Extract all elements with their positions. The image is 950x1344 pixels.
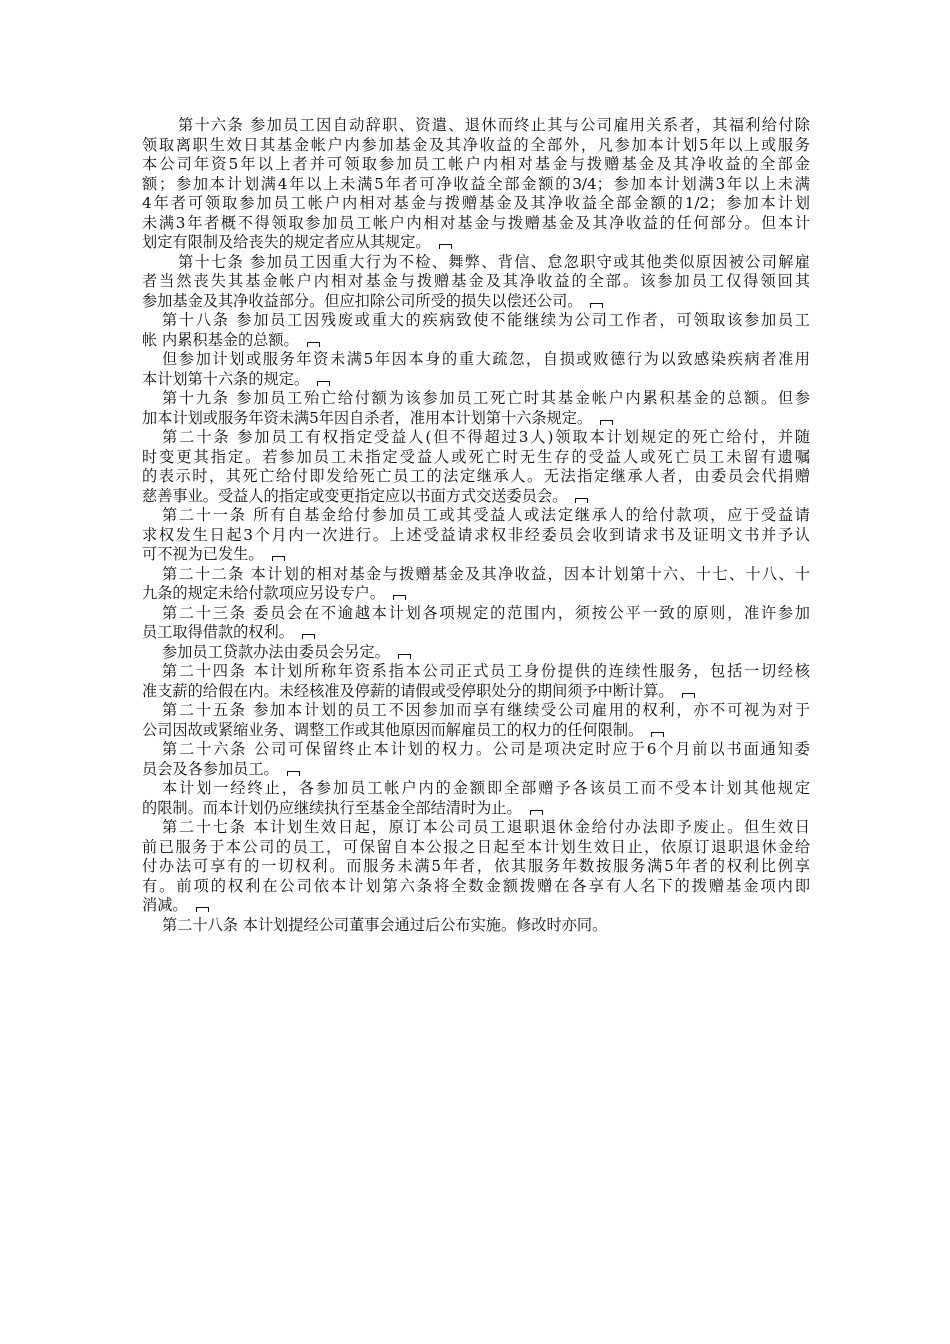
paragraph-line — [142, 487, 810, 507]
paragraph-mark-icon — [530, 810, 543, 815]
line-text: 第二十二条 本计划的相对基金与拨赠基金及其净收益，因本计划第十六、十七、十八、十 — [162, 564, 810, 583]
line-text: 第二十五条 参加本计划的员工不因参加而享有继续受公司雇用的权利，亦不可视为对于 — [162, 701, 810, 719]
paragraph-mark-icon — [307, 342, 320, 347]
paragraph-line — [142, 233, 810, 253]
line-text: 九条的规定未给付款项应另设专户。 — [142, 584, 385, 602]
line-text: 本计划一经终止，各参加员工帐户内的金额即全部赠予各该员工而不受本计划其他规定 — [162, 779, 810, 797]
line-text: 第二十三条 委员会在不逾越本计划各项规定的范围内，须按公平一致的原则，准许参加 — [162, 603, 810, 622]
line-text: 第十七条 参加员工因重大行为不检、舞弊、背信、怠忽职守或其他类似原因被公司解雇 — [178, 252, 810, 271]
paragraph-line — [142, 506, 810, 526]
paragraph-line — [142, 311, 810, 331]
paragraph-line — [142, 136, 810, 156]
paragraph-mark-icon — [600, 420, 613, 425]
line-text: 第二十六条 公司可保留终止本计划的权力。公司是项决定时应于6个月前以书面通知委 — [162, 740, 810, 758]
paragraph-mark-icon — [682, 693, 695, 698]
line-text: 的表示时，其死亡给付即发给死亡员工的法定继承人。无法指定继承人者，由委员会代捐赠 — [142, 467, 810, 485]
line-text: 但参加计划或服务年资未满5年因本身的重大疏忽，自损或败德行为以致感染疾病者准用 — [162, 350, 810, 368]
line-text: 的限制。而本计划仍应继续执行至基金全部结清时为止。 — [142, 798, 522, 817]
paragraph-mark-icon — [393, 595, 406, 600]
paragraph-mark-icon — [439, 244, 452, 249]
line-text: 第二十四条 本计划所称年资系指本公司正式员工身份提供的连续性服务，包括一切经核 — [162, 662, 810, 680]
paragraph-line — [142, 155, 810, 175]
paragraph-line — [142, 896, 810, 916]
paragraph — [142, 565, 810, 604]
paragraph-line — [142, 779, 810, 799]
paragraph-line — [142, 467, 810, 487]
line-text: 前已服务于本公司的员工，可保留自本公报之日起至本计划生效日止，依原订退职退休金给 — [142, 837, 810, 856]
document-body — [142, 116, 810, 935]
line-text: 员工取得借款的权利。 — [142, 623, 294, 641]
paragraph-line — [142, 799, 810, 819]
paragraph-mark-icon — [302, 634, 315, 639]
line-text: 者当然丧失其基金帐户内相对基金与拨赠基金及其净收益的全部。该参加员工仅得领回其 — [142, 272, 810, 290]
paragraph-mark-icon — [287, 771, 300, 776]
paragraph-line — [142, 760, 810, 780]
paragraph — [142, 916, 810, 936]
line-text: 本计划第十六条的规定。 — [142, 369, 310, 388]
paragraph-line — [142, 175, 810, 195]
line-text: 参加员工贷款办法由委员会另定。 — [162, 642, 390, 661]
paragraph — [142, 701, 810, 740]
line-text: 员会及各参加员工。 — [142, 759, 279, 778]
paragraph-line — [142, 877, 810, 897]
line-text: 帐 内累积基金的总额。 — [142, 330, 299, 349]
line-text: 慈善事业。受益人的指定或变更指定应以书面方式交送委员会。 — [142, 486, 568, 505]
paragraph-line — [142, 214, 810, 234]
paragraph — [142, 506, 810, 565]
paragraph-mark-icon — [272, 556, 285, 561]
line-text: 领取离职生效日其基金帐户内参加基金及其净收益的全部外，凡参加本计划5年以上或服务 — [142, 135, 810, 154]
paragraph-line — [142, 331, 810, 351]
line-text: 求权发生日起3个月内一次进行。上述受益请求权非经委员会收到请求书及证明文书并予认 — [142, 525, 810, 544]
line-text: 第二十七条 本计划生效日起，原订本公司员工退职退休金给付办法即予废止。但生效日 — [162, 818, 810, 836]
paragraph-line — [142, 253, 810, 273]
paragraph-line — [142, 116, 810, 136]
paragraph-mark-icon — [196, 907, 209, 912]
paragraph — [142, 818, 810, 916]
line-text: 第十九条 参加员工殆亡给付额为该参加员工死亡时其基金帐户内累积基金的总额。但参 — [162, 389, 810, 407]
paragraph-line — [142, 682, 810, 702]
paragraph-line — [142, 701, 810, 721]
paragraph-line — [142, 370, 810, 390]
line-text: 第二十条 参加员工有权指定受益人(但不得超过3人)领取本计划规定的死亡给付，并随 — [162, 428, 810, 446]
paragraph-line — [142, 409, 810, 429]
line-text: 有。前项的权利在公司依本计划第六条将全数金额拨赠在各享有人名下的拨赠基金项内即 — [142, 876, 810, 895]
paragraph-line — [142, 428, 810, 448]
line-text: 划定有限制及给丧失的规定者应从其规定。 — [142, 233, 431, 251]
line-text: 公司因故或紧缩业务、调整工作或其他原因而解雇员工的权力的任何限制。 — [142, 720, 644, 739]
paragraph-mark-icon — [651, 732, 664, 737]
paragraph-line — [142, 526, 810, 546]
paragraph-line — [142, 448, 810, 468]
line-text: 第十八条 参加员工因残废或重大的疾病致使不能继续为公司工作者，可领取该参加员工 — [162, 311, 810, 329]
paragraph-mark-icon — [317, 381, 330, 386]
paragraph-line — [142, 857, 810, 877]
paragraph-line — [142, 818, 810, 838]
paragraph-line — [142, 350, 810, 370]
line-text: 额；参加本计划满4年以上未满5年者可净收益全部金额的3/4；参加本计划满3年以上未满 — [142, 174, 810, 193]
paragraph-line — [142, 389, 810, 409]
paragraph-line — [142, 740, 810, 760]
paragraph-line — [142, 545, 810, 565]
paragraph-line — [142, 292, 810, 312]
paragraph-line — [142, 272, 810, 292]
paragraph-line — [142, 662, 810, 682]
paragraph-line — [142, 584, 810, 604]
paragraph — [142, 428, 810, 506]
paragraph — [142, 779, 810, 818]
paragraph-line — [142, 604, 810, 624]
line-text: 未满3年者概不得领取参加员工帐户内相对基金与拨赠基金及其净收益的任何部分。但本计 — [142, 213, 810, 232]
line-text: 时变更其指定。若参加员工未指定受益人或死亡时无生存的受益人或死亡员工未留有遗嘱 — [142, 447, 810, 466]
paragraph — [142, 604, 810, 643]
paragraph-line — [142, 623, 810, 643]
paragraph-mark-icon — [590, 303, 603, 308]
paragraph — [142, 253, 810, 312]
paragraph-line — [142, 721, 810, 741]
line-text: 第十六条 参加员工因自动辞职、资遣、退休而终止其与公司雇用关系者，其福利给付除 — [178, 116, 810, 134]
line-text: 4年者可领取参加员工帐户内相对基金与拨赠基金及其净收益全部金额的1/2；参加本计划 — [142, 194, 810, 212]
line-text: 第二十八条 本计划提经公司董事会通过后公布实施。修改时亦同。 — [162, 915, 608, 934]
paragraph-line — [142, 916, 810, 936]
line-text: 第二十一条 所有自基金给付参加员工或其受益人或法定继承人的给付款项，应于受益请 — [162, 506, 810, 524]
paragraph — [142, 389, 810, 428]
line-text: 本公司年资5年以上者并可领取参加员工帐户内相对基金与拨赠基金及其净收益的全部金 — [142, 155, 810, 173]
paragraph — [142, 740, 810, 779]
paragraph — [142, 350, 810, 389]
paragraph-line — [142, 194, 810, 214]
line-text: 参加基金及其净收益部分。但应扣除公司所受的损失以偿还公司。 — [142, 291, 583, 310]
line-text: 付办法可享有的一切权利。而服务未满5年者，依其服务年数按服务满5年者的权利比例享 — [142, 857, 810, 875]
paragraph — [142, 116, 810, 253]
paragraph-line — [142, 838, 810, 858]
line-text: 可不视为已发生。 — [142, 545, 264, 563]
paragraph-mark-icon — [575, 498, 588, 503]
paragraph-line — [142, 643, 810, 663]
paragraph — [142, 643, 810, 663]
line-text: 消减。 — [142, 896, 188, 914]
paragraph-mark-icon — [398, 654, 411, 659]
paragraph — [142, 311, 810, 350]
paragraph — [142, 662, 810, 701]
line-text: 准支薪的给假在内。未经核准及停薪的请假或受停职处分的期间须予中断计算。 — [142, 681, 674, 700]
line-text: 加本计划或服务年资未满5年因自杀者，准用本计划第十六条规定。 — [142, 408, 593, 427]
paragraph-line — [142, 565, 810, 585]
